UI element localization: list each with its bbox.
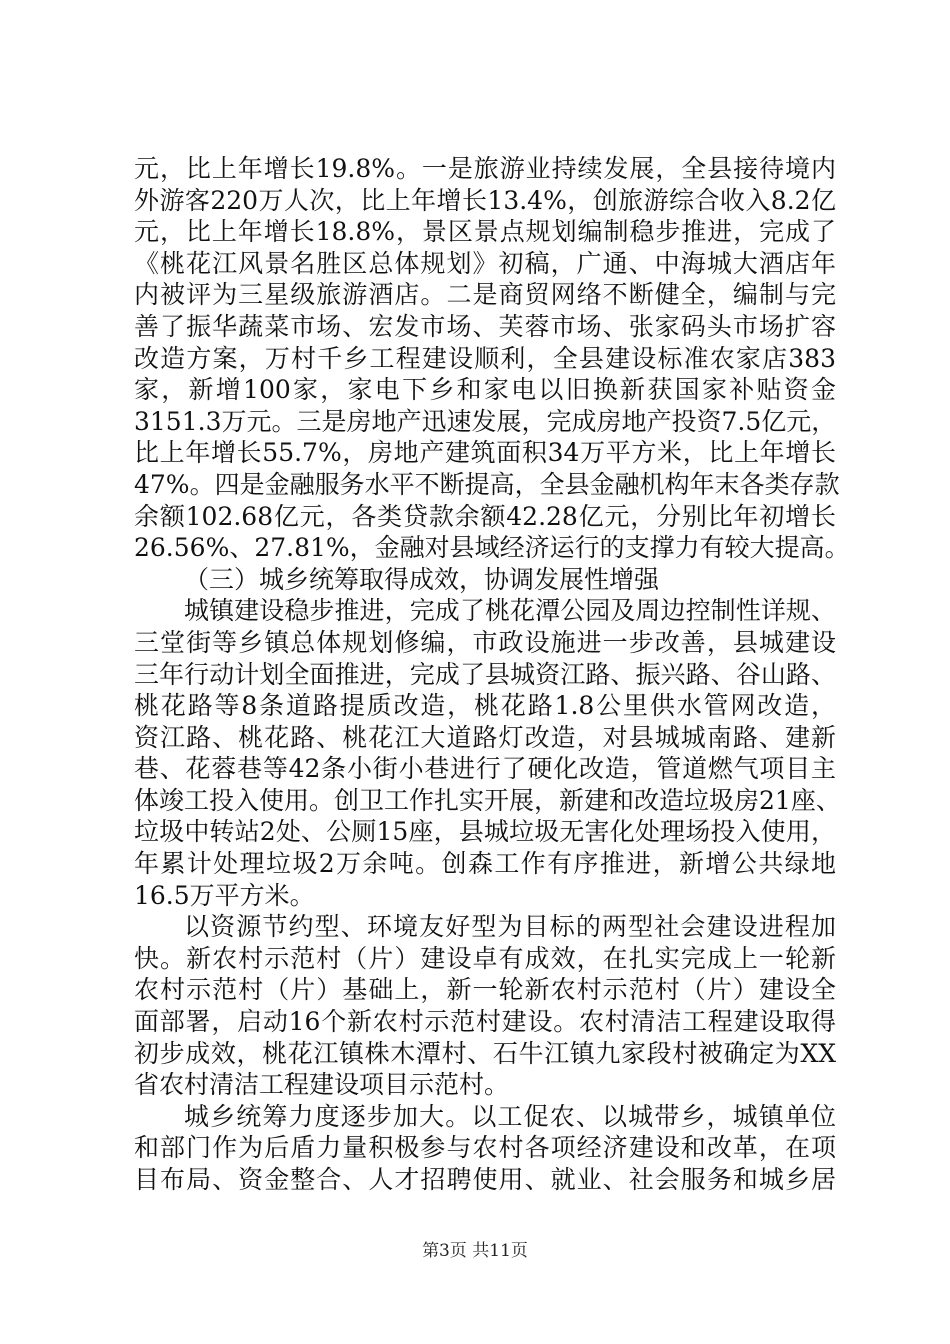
text-line: 26.56%、27.81%，金融对县域经济运行的支撑力有较大提高。 <box>134 533 850 563</box>
text-line: 体竣工投入使用。创卫工作扎实开展，新建和改造垃圾房21座、 <box>134 785 841 815</box>
text-line: 资江路、桃花路、桃花江大道路灯改造，对县城城南路、建新 <box>134 722 836 752</box>
text-line: 垃圾中转站2处、公厕15座，县城垃圾无害化处理场投入使用， <box>134 817 836 847</box>
text-line: 善了振华蔬菜市场、宏发市场、芙蓉市场、张家码头市场扩容 <box>134 311 836 341</box>
text-line: 16.5万平方米。 <box>134 880 315 910</box>
text-line: 三堂街等乡镇总体规划修编，市政设施进一步改善，县城建设 <box>134 627 836 657</box>
text-line: 元，比上年增长19.8%。一是旅游业持续发展，全县接待境内 <box>134 154 836 183</box>
text-line: 47%。四是金融服务水平不断提高，全县金融机构年末各类存款 <box>134 469 840 499</box>
page-footer: 第3页 共11页 <box>422 1241 528 1261</box>
text-line: 面部署，启动16个新农村示范村建设。农村清洁工程建设取得 <box>134 1007 836 1037</box>
text-line: 城镇建设稳步推进，完成了桃花潭公园及周边控制性详规、 <box>184 596 836 626</box>
text-line: 目布局、资金整合、人才招聘使用、就业、社会服务和城乡居 <box>134 1165 836 1194</box>
text-line: 桃花路等8条道路提质改造，桃花路1.8公里供水管网改造， <box>134 691 836 721</box>
text-line: 元，比上年增长18.8%，景区景点规划编制稳步推进，完成了 <box>134 217 836 247</box>
text-line: 以资源节约型、环境友好型为目标的两型社会建设进程加 <box>184 912 836 942</box>
text-line: 改造方案，万村千乡工程建设顺利，全县建设标准农家店383 <box>134 343 836 373</box>
text-line: 年累计处理垃圾2万余吨。创森工作有序推进，新增公共绿地 <box>134 849 836 879</box>
text-line: （三）城乡统筹取得成效，协调发展性增强 <box>184 564 660 594</box>
text-line: 余额102.68亿元，各类贷款余额42.28亿元，分别比年初增长 <box>134 501 836 531</box>
text-line: 比上年增长55.7%，房地产建筑面积34万平方米，比上年增长 <box>134 438 836 468</box>
text-line: 城乡统筹力度逐步加大。以工促农、以城带乡，城镇单位 <box>184 1101 836 1131</box>
text-line: 内被评为三星级旅游酒店。二是商贸网络不断健全，编制与完 <box>134 280 836 310</box>
text-line: 省农村清洁工程建设项目示范村。 <box>134 1070 510 1100</box>
document-body <box>134 153 850 1196</box>
text-line: 巷、花蓉巷等42条小街小巷进行了硬化改造，管道燃气项目主 <box>134 754 836 784</box>
text-line: 3151.3万元。三是房地产迅速发展，完成房地产投资7.5亿元， <box>134 406 837 436</box>
text-line: 家，新增100家，家电下乡和家电以旧换新获国家补贴资金 <box>134 375 836 405</box>
text-line: 和部门作为后盾力量积极参与农村各项经济建设和改革，在项 <box>134 1133 836 1163</box>
text-line: 农村示范村（片）基础上，新一轮新农村示范村（片）建设全 <box>134 975 836 1005</box>
text-line: 外游客220万人次，比上年增长13.4%，创旅游综合收入8.2亿 <box>134 185 836 215</box>
text-line: 《桃花江风景名胜区总体规划》初稿，广通、中海城大酒店年 <box>134 248 836 278</box>
text-line: 初步成效，桃花江镇株木潭村、石牛江镇九家段村被确定为XX <box>134 1038 836 1068</box>
text-line: 快。新农村示范村（片）建设卓有成效，在扎实完成上一轮新 <box>134 943 836 973</box>
text-line: 三年行动计划全面推进，完成了县城资江路、振兴路、谷山路、 <box>134 659 836 689</box>
